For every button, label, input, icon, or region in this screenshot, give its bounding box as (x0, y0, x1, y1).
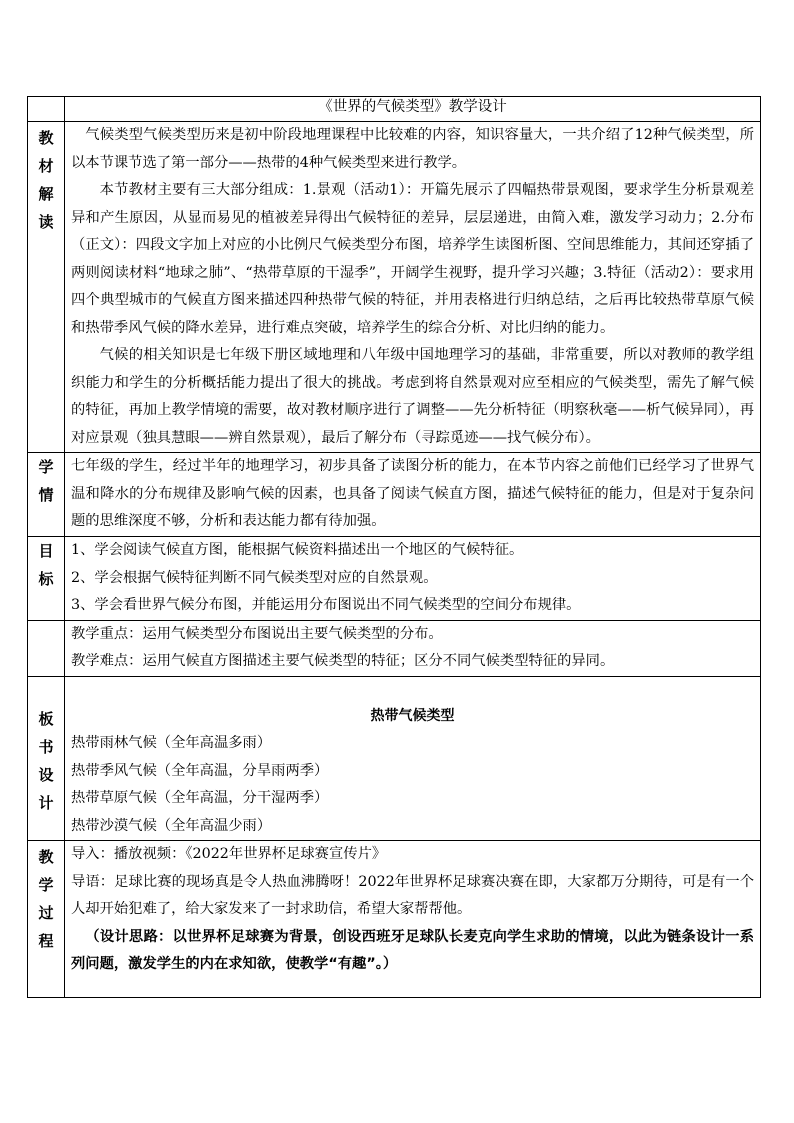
paragraph: 七年级的学生，经过半年的地理学习，初步具备了读图分析的能力，在本节内容之前他们已经学习了世界气温和降水的分布规律及影响气候的因素，也具备了阅读气候直方图，描述气候特征的能力，但是对于复杂问题的思维深度不够，分析和表达能力都有待加强。 (71, 458, 754, 529)
board-heading: 热带气候类型 (370, 707, 455, 724)
section-body-mubiao (65, 537, 761, 621)
section-label-banshu: 板 书 设 计 (28, 676, 65, 841)
title-label-cell (28, 97, 65, 122)
list-item: 教学重点：运用气候类型分布图说出主要气候类型的分布。 (71, 625, 443, 642)
section-body-guocheng (65, 841, 761, 998)
section-label-guocheng: 教 学 过 程 (28, 841, 65, 998)
design-note: （设计思路：以世界杯足球赛为背景，创设西班牙足球队长麦克向学生求助的情境，以此为链条设计一系列问题，激发学生的内在求知欲，使教学“有趣”。） (71, 928, 754, 972)
section-label-zhongnan (28, 620, 65, 676)
list-item: 2、学会根据气候特征判断不同气候类型对应的自然景观。 (71, 569, 438, 586)
section-body-zhongnan (65, 620, 761, 676)
list-item: 热带雨林气候（全年高温多雨） (71, 735, 272, 751)
list-item: 热带沙漠气候（全年高温少雨） (71, 817, 272, 834)
list-item: 1、学会阅读气候直方图，能根据气候资料描述出一个地区的气候特征。 (71, 542, 524, 558)
list-item: 教学难点：运用气候直方图描述主要气候类型的特征；区分不同气候类型特征的异同。 (71, 653, 615, 669)
paragraph: 导语：足球比赛的现场真是令人热血沸腾呀！2022年世界杯足球赛决赛在即，大家都万分期待，可是有一个人却开始犯难了，给大家发来了一封求助信，希望大家帮帮他。 (71, 873, 754, 917)
section-body-banshu (65, 676, 761, 841)
section-body-jiaocai (65, 122, 761, 453)
list-item: 3、学会看世界气候分布图，并能运用分布图说出不同气候类型的空间分布规律。 (71, 597, 581, 613)
paragraph: 导入：播放视频：《2022年世界杯足球赛宣传片》 (71, 846, 387, 862)
section-label-mubiao: 目 标 (28, 537, 65, 621)
list-item: 热带季风气候（全年高温，分旱雨两季） (71, 762, 329, 779)
section-label-jiaocai: 教 材 解 读 (28, 122, 65, 453)
paragraph: 气候类型气候类型历来是初中阶段地理课程中比较难的内容，知识容量大，一共介绍了12种气候类型，所以本节课节选了第一部分——热带的4种气候类型来进行教学。 (71, 127, 754, 171)
list-item: 热带草原气候（全年高温，分干湿两季） (71, 790, 329, 806)
paragraph: 本节教材主要有三大部分组成：1.景观（活动1）：开篇先展示了四幅热带景观图，要求学生分析景观差异和产生原因，从显而易见的植被差异得出气候特征的差异，层层递进，由简入难，激发学习动力；2.分布（正文）：四段文字加上对应的小比例尺气候类型分布图，培养学生读图析图、空间思维能力，其间还穿插了两则阅读材料“地球之肺”、“热带草原的干湿季”，开阔学生视野，提升学习兴趣；3.特征（活动2）：要求用四个典型城市的气候直方图来描述四种热带气候的特征，并用表格进行归纳总结，之后再比较热带草原气候和热带季风气候的降水差异，进行难点突破，培养学生的综合分析、对比归纳的能力。 (71, 182, 754, 336)
paragraph: 气候的相关知识是七年级下册区域地理和八年级中国地理学习的基础，非常重要，所以对教师的教学组织能力和学生的分析概括能力提出了很大的挑战。考虑到将自然景观对应至相应的气候类型，需先了解气候的特征，再加上教学情境的需要，故对教材顺序进行了调整——先分析特征（明察秋毫——析气候异同），再对应景观（独具慧眼——辨自然景观），最后了解分布（寻踪觅迹——找气候分布）。 (71, 347, 754, 446)
lesson-plan-table (27, 96, 761, 998)
section-body-xueqing (65, 453, 761, 537)
document-title: 《世界的气候类型》教学设计 (65, 97, 761, 122)
section-label-xueqing: 学 情 (28, 453, 65, 537)
